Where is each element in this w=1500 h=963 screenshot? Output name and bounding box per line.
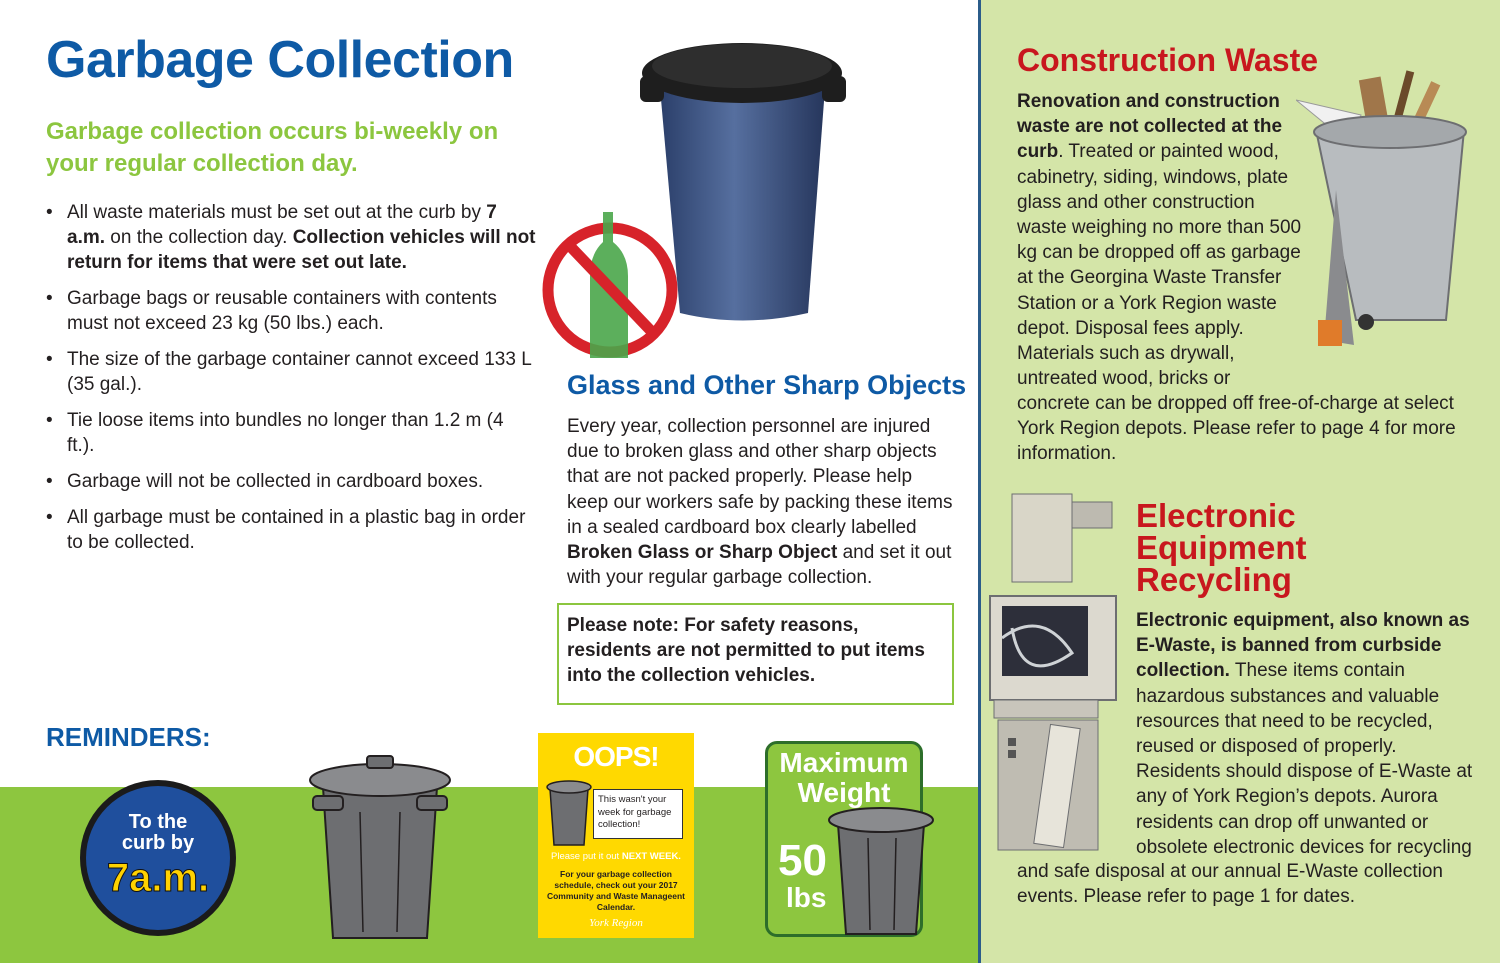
page-subtitle: Garbage collection occurs bi-weekly on your regular collection day.	[46, 118, 499, 177]
electronic-heading: Electronic Equipment Recycling	[1136, 497, 1307, 598]
list-item: • All waste materials must be set out at the curb by 7 a.m. on the collection day. Collection vehicles will not return for items that were set out late.	[46, 200, 536, 275]
construction-text: Renovation and construction waste are not collected at the curb. Treated or painted wood, cabinetry, siding, windows, plate glass and other construction waste weighing no more than 500 kg can be dropped off as garbage at the Georgina Waste Transfer Station or a York Region waste depot. Disposal fees apply. Materials such as drywall, untreated wood, bricks or	[1017, 91, 1302, 390]
curb-time-badge: To the curb by 7a.m.	[80, 780, 236, 936]
list-item: • All garbage must be contained in a plastic bag in order to be collected.	[46, 505, 536, 555]
electronic-text: Electronic equipment, also known as E-Waste, is banned from curbside collection. These items contain hazardous substances and valuable resources that need to be recycled, reused or disposed of properly. Residents should dispose of E-Waste at any of York Region’s depots. Aurora residents can drop off unwanted or obsolete electronic devices for recycling	[1136, 610, 1473, 858]
weight-bin-icon	[828, 802, 938, 936]
page-title: Garbage Collection	[46, 31, 514, 89]
rules-list	[46, 200, 536, 566]
reminders-heading: REMINDERS:	[46, 722, 211, 752]
list-item: • The size of the garbage container cannot exceed 133 L (35 gal.).	[46, 347, 536, 397]
list-item: • Garbage will not be collected in cardboard boxes.	[46, 469, 536, 494]
glass-text: Every year, collection personnel are injured due to broken glass and other sharp objects that are not packed properly. Please help keep our workers safe by packing these items in a sealed cardboard box clearly labelled Broken Glass or Sharp Object and set it out with your regular garbage collection.	[567, 416, 953, 589]
safety-note: Please note: For safety reasons, residents are not permitted to put items into the collection vehicles.	[557, 603, 954, 705]
electronic-text-cont: and safe disposal at our annual E-Waste collection events. Please refer to page 1 for dates.	[1017, 861, 1443, 908]
list-item: • Tie loose items into bundles no longer than 1.2 m (4 ft.).	[46, 408, 536, 458]
no-glass-icon	[548, 212, 672, 358]
e-waste-illustration	[982, 488, 1132, 856]
glass-heading: Glass and Other Sharp Objects	[567, 370, 967, 400]
oops-sticker: OOPS! This wasn't your week for garbage collection! Please put it out NEXT WEEK. For your garbage collection schedule, check out your 2017 Community and Waste Manageent Calendar. York Region	[538, 733, 694, 938]
small-bin-icon	[544, 777, 594, 847]
construction-bin-illustration	[1296, 70, 1476, 360]
max-weight-badge: Maximum Weight 50 lbs	[765, 741, 923, 937]
construction-text-cont: concrete can be dropped off free-of-charge at select York Region depots. Please refer to page 4 for more information.	[1017, 393, 1456, 465]
list-item: • Garbage bags or reusable containers with contents must not exceed 23 kg (50 lbs.) each.	[46, 286, 536, 336]
grey-bin-illustration	[305, 752, 455, 942]
garbage-bin-illustration	[540, 28, 860, 368]
construction-heading: Construction Waste	[1017, 42, 1319, 78]
